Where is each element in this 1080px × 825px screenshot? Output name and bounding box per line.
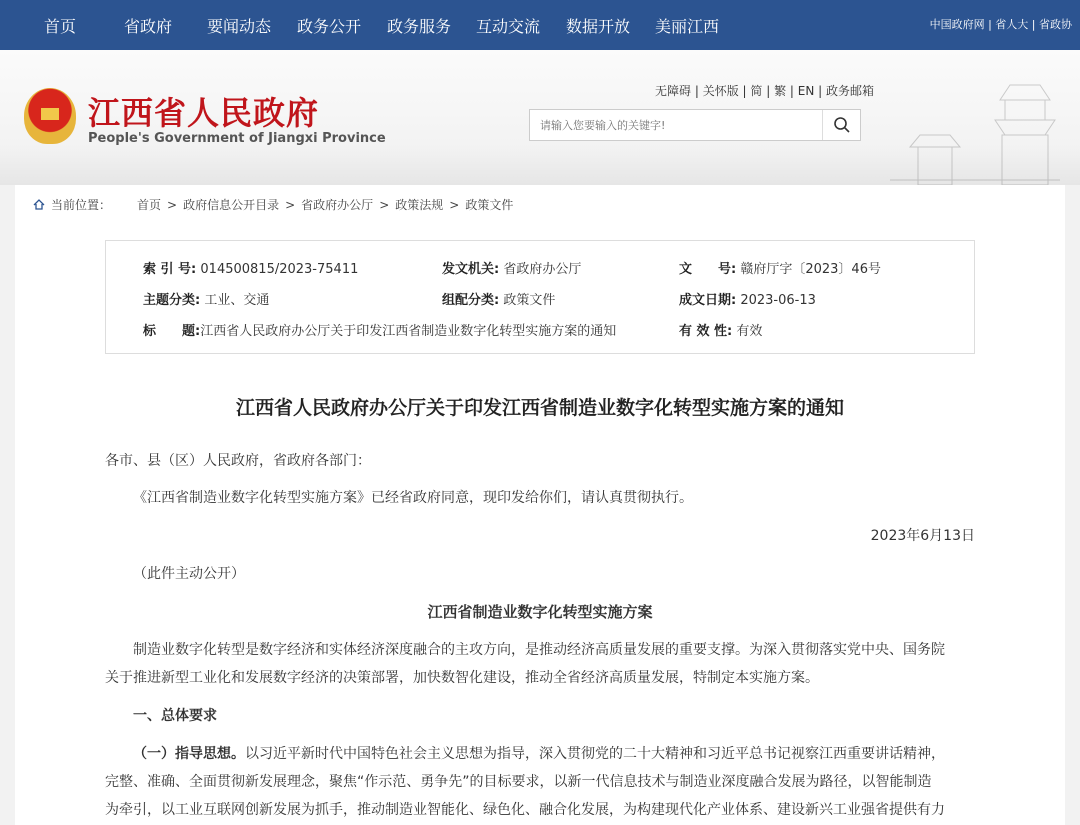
nav-gov-affairs-open[interactable]: 政务公开 (297, 17, 362, 36)
home-icon (33, 199, 45, 210)
link-gov-mail[interactable]: 政务邮箱 (825, 84, 874, 98)
link-english[interactable]: EN (797, 84, 815, 98)
nav-news[interactable]: 要闻动态 (207, 17, 272, 36)
pavilion-illustration (890, 75, 1060, 185)
plan-subtitle: 江西省制造业数字化转型实施方案 (427, 603, 653, 621)
external-links: 中国政府网 | 省人大 | 省政协 (929, 18, 1072, 31)
section-heading: 一、总体要求 (133, 708, 217, 724)
search-button[interactable] (822, 110, 860, 140)
paragraph: 完整、准确、全面贯彻新发展理念，聚焦“作示范、勇争先”的目标要求，以新一代信息技术与制造业深度融合发展为路径，以智能制造 (105, 774, 932, 790)
issue-date: 2023年6月13日 (870, 528, 975, 544)
salutation: 各市、县（区）人民政府，省政府各部门： (105, 453, 371, 469)
paragraph: 为牵引，以工业互联网创新发展为抓手，推动制造业智能化、绿色化、融合化发展，为构建现代化产业体系、建设新兴工业强省提供有力 (105, 802, 945, 818)
nav-gov-services[interactable]: 政务服务 (387, 17, 452, 36)
article-title: 江西省人民政府办公厅关于印发江西省制造业数字化转型实施方案的通知 (235, 397, 844, 419)
info-category: 组配分类: 政策文件 (442, 293, 556, 308)
breadcrumb-office[interactable]: 省政府办公厅 (301, 198, 374, 212)
breadcrumb-policy-regulations[interactable]: 政策法规 (395, 198, 444, 212)
site-logo-subtitle: People's Government of Jiangxi Province (88, 131, 386, 146)
site-logo-title[interactable]: 江西省人民政府 (88, 94, 320, 132)
site-header (0, 50, 1080, 185)
link-accessibility[interactable]: 无障碍 (655, 84, 692, 98)
link-simplified[interactable]: 简 (750, 84, 763, 98)
content-area (15, 185, 1065, 825)
paragraph: 《江西省制造业数字化转型实施方案》已经省政府同意，现印发给你们，请认真贯彻执行。 (133, 490, 693, 506)
info-date: 成文日期: 2023-06-13 (679, 293, 816, 308)
info-docno: 文 号: 赣府厅字〔2023〕46号 (679, 262, 881, 277)
link-cppcc[interactable]: 省政协 (1039, 18, 1072, 31)
document-info-box (105, 240, 975, 354)
paragraph: （一）指导思想。以习近平新时代中国特色社会主义思想为指导，深入贯彻党的二十大精神和习近平总书记视察江西重要讲话精神， (133, 746, 945, 762)
nav-interaction[interactable]: 互动交流 (476, 17, 541, 36)
paragraph: 关于推进新型工业化和发展数字经济的决策部署，加快数智化建设，推动全省经济高质量发展，特制定本实施方案。 (105, 670, 819, 686)
disclosure-note: （此件主动公开） (133, 566, 245, 582)
nav-beautiful-jiangxi[interactable]: 美丽江西 (655, 17, 720, 36)
national-emblem-icon (24, 88, 76, 144)
search-bar (529, 109, 861, 141)
link-provincial-congress[interactable]: 省人大 (995, 18, 1029, 31)
top-nav (0, 0, 1080, 50)
info-issuer: 发文机关: 省政府办公厅 (442, 262, 582, 277)
utility-links: 无障碍 | 关怀版 | 简 | 繁 | EN | 政务邮箱 (655, 84, 874, 98)
info-index: 索 引 号: 014500815/2023-75411 (143, 262, 359, 277)
paragraph: 制造业数字化转型是数字经济和实体经济深度融合的主攻方向，是推动经济高质量发展的重要支撑。为深入贯彻落实党中央、国务院 (133, 642, 945, 658)
link-traditional[interactable]: 繁 (774, 84, 787, 98)
info-topic: 主题分类: 工业、交通 (143, 293, 270, 308)
link-care-version[interactable]: 关怀版 (702, 84, 739, 98)
breadcrumb: 当前位置： 首页 > 政府信息公开目录 > 省政府办公厅 > 政策法规 > 政策文件 (33, 196, 513, 213)
info-validity: 有 效 性: 有效 (679, 324, 763, 339)
nav-open-data[interactable]: 数据开放 (566, 17, 631, 36)
breadcrumb-info-catalog[interactable]: 政府信息公开目录 (183, 198, 280, 212)
breadcrumb-label: 当前位置： (51, 198, 112, 212)
search-icon (833, 116, 851, 134)
breadcrumb-home[interactable]: 首页 (137, 198, 162, 212)
nav-home[interactable]: 首页 (44, 17, 77, 36)
link-china-gov[interactable]: 中国政府网 (929, 18, 985, 31)
search-input[interactable] (530, 110, 822, 140)
info-title: 标 题:江西省人民政府办公厅关于印发江西省制造业数字化转型实施方案的通知 (143, 324, 617, 339)
breadcrumb-policy-docs[interactable]: 政策文件 (465, 198, 514, 212)
nav-province-gov[interactable]: 省政府 (124, 17, 173, 36)
